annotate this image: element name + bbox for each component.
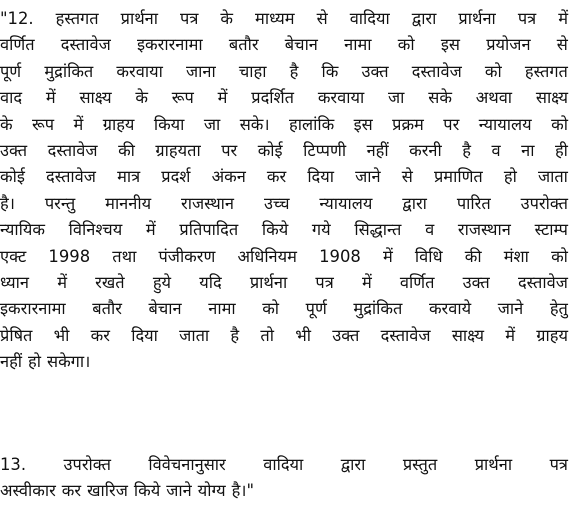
text-line: वाद में साक्ष्य के रूप में प्रदर्शित करवाया जा सके अथवा साक्ष्य xyxy=(0,88,568,108)
text-line: वर्णित दस्तावेज इकरारनामा बतौर बेचान नामा को इस प्रयोजन से xyxy=(0,35,568,55)
text-line: ध्यान में रखते हुये यदि प्रार्थना पत्र में वर्णित उक्त दस्तावेज xyxy=(0,273,568,292)
text-line: "12. हस्तगत प्रार्थना पत्र के माध्यम से वादिया द्वारा प्रार्थना पत्र में xyxy=(0,9,568,28)
text-line: अस्वीकार कर खारिज किये जाने योग्य है।" xyxy=(0,481,255,501)
text-line: है। परन्तु माननीय राजस्थान उच्च न्यायालय द्वारा पारित उपरोक्त xyxy=(0,193,568,213)
text-line: न्यायिक विनिश्चय में प्रतिपादित किये गये सिद्धान्त व राजस्थान स्टाम्प xyxy=(0,220,568,240)
text-line: 13. उपरोक्त विवेचनानुसार वादिया द्वारा प्रस्तुत प्रार्थना पत्र xyxy=(0,455,568,474)
text-line: पूर्ण मुद्रांकित करवाया जाना चाहा है कि उक्त दस्तावेज को हस्तगत xyxy=(0,61,568,81)
text-line: प्रेषित भी कर दिया जाता है तो भी उक्त दस्तावेज साक्ष्य में ग्राहय xyxy=(0,325,568,345)
text-line: के रूप में ग्राहय किया जा सके। हालांकि इस प्रक्रम पर न्यायालय को xyxy=(0,114,568,134)
text-line: एक्ट 1998 तथा पंजीकरण अधिनियम 1908 में विधि की मंशा को xyxy=(0,246,568,266)
text-line: उक्त दस्तावेज की ग्राहयता पर कोई टिप्पणी नहीं करनी है व ना ही xyxy=(0,141,568,160)
text-line: इकरारनामा बतौर बेचान नामा को पूर्ण मुद्रांकित करवाये जाने हेतु xyxy=(0,299,568,319)
text-line: नहीं हो सकेगा। xyxy=(0,352,91,372)
text-line: कोई दस्तावेज मात्र प्रदर्श अंकन कर दिया जाने से प्रमाणित हो जाता xyxy=(0,167,568,187)
